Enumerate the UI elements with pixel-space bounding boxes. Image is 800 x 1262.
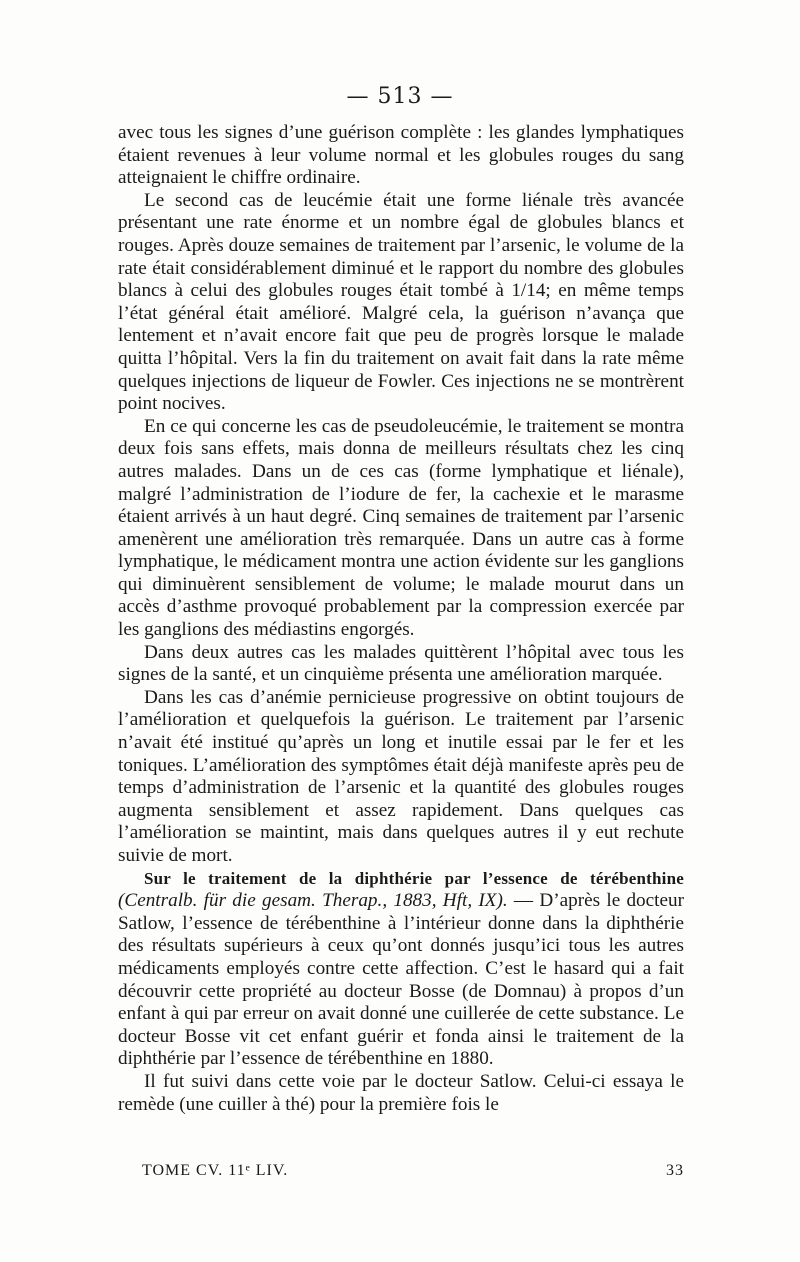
- paragraph-1: avec tous les signes d’une guérison complète : les glandes lymphatiques étaient revenues à leur volume normal et les globules rouges du sang atteignaient le chiffre ordinaire.: [118, 122, 684, 189]
- page-number: — 513 —: [346, 84, 454, 109]
- section-diphtheria: [118, 868, 684, 1071]
- section-body: D’après le docteur Satlow, l’essence de térébenthine à l’intérieur donne dans la diphthérie des résultats supérieurs à ceux qu’ont donnés jusqu’ici tous les autres médicaments employés contre cette affection. C’est le hasard qui a fait découvrir cette propriété au docteur Bosse (de Domnau) à propos d’un enfant à qui par erreur on avait donné une cuillerée de cette substance. Le docteur Bosse vit cet enfant guérir et fonda ainsi le traitement de la diphthérie par l’essence de térébenthine en 1880.: [118, 890, 684, 1070]
- paragraph-last: Il fut suivi dans cette voie par le docteur Satlow. Celui-ci essaya le remède (une cuiller à thé) pour la première fois le: [118, 1070, 684, 1115]
- volume-label: TOME CV. 11ᵉ LIV.: [142, 1162, 289, 1179]
- body-text: [118, 122, 684, 1116]
- paragraph-2: Le second cas de leucémie était une forme liénale très avancée présentant une rate énorme et un nombre égal de globules blancs et rouges. Après douze semaines de traitement par l’arsenic, le volume de la rate était considérablement diminué et le rapport du nombre des globules blancs à celui des globules rouges était tombé à 1/14; en même temps l’état général était amélioré. Malgré cela, la guérison n’avança que lentement et n’avait encore fait que peu de progrès lorsque le malade quitta l’hôpital. Vers la fin du traitement on avait fait dans la rate même quelques injections de liqueur de Fowler. Ces injections ne se montrèrent point nocives.: [118, 189, 684, 415]
- paragraph-4: Dans deux autres cas les malades quittèrent l’hôpital avec tous les signes de la santé, et un cinquième présenta une amélioration marquée.: [118, 641, 684, 686]
- paragraph-3: En ce qui concerne les cas de pseudoleucémie, le traitement se montra deux fois sans effets, mais donna de meilleurs résultats chez les cinq autres malades. Dans un de ces cas (forme lymphatique et liénale), malgré l’administration de l’iodure de fer, la cachexie et le marasme étaient arrivés à un haut degré. Cinq semaines de traitement par l’arsenic amenèrent une amélioration très remarquée. Dans un autre cas à forme lymphatique, le médicament montra une action évidente sur les ganglions qui diminuèrent sensiblement de volume; le malade mourut dans un accès d’asthme provoqué probablement par la compression exercée par les ganglions des médiastins engorgés.: [118, 415, 684, 641]
- section-reference: (Centralb. für die gesam. Therap., 1883, Hft, IX).: [118, 890, 508, 912]
- section-title: Sur le traitement de la diphthérie par l’essence de térébenthine: [144, 868, 684, 888]
- signature-mark: 33: [666, 1162, 684, 1179]
- section-dash: —: [507, 890, 540, 912]
- paragraph-5: Dans les cas d’anémie pernicieuse progressive on obtint toujours de l’amélioration et quelquefois la guérison. Le traitement par l’arsenic n’avait été institué qu’après un long et inutile essai par le fer et les toniques. L’amélioration des symptômes était déjà manifeste après peu de temps d’administration de l’arsenic et la quantité des globules rouges augmenta sensiblement et assez rapidement. Dans quelques cas l’amélioration se maintint, mais dans quelques autres il y eut rechute suivie de mort.: [118, 686, 684, 866]
